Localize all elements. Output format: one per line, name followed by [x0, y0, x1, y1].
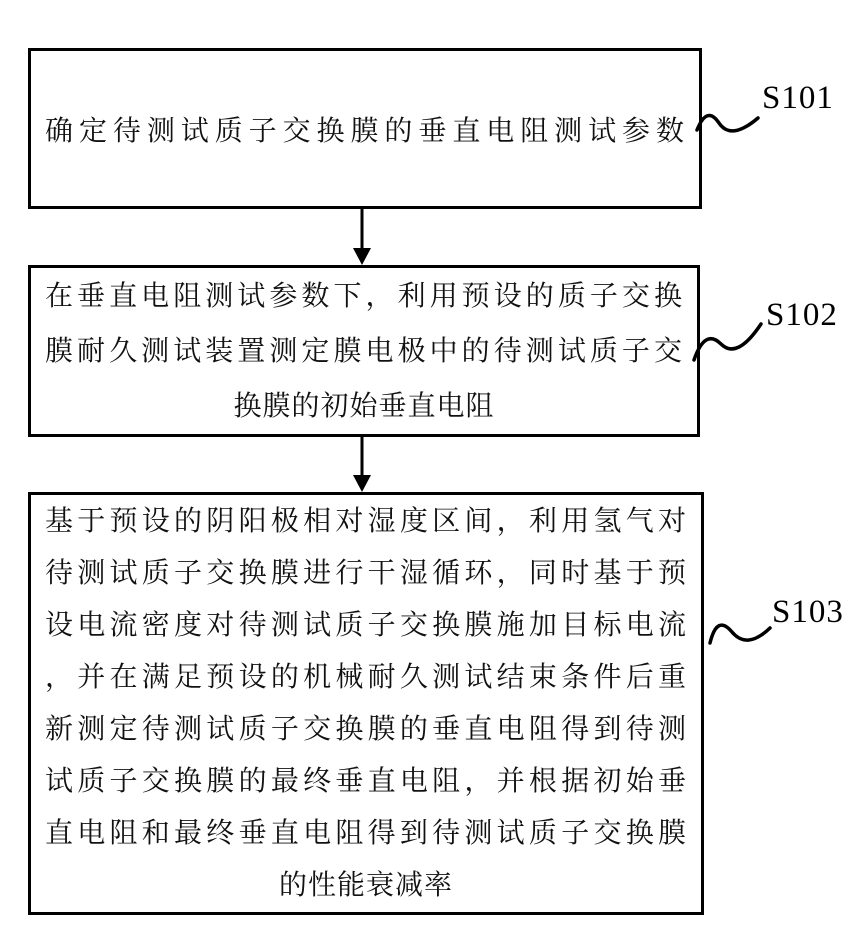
- step-s103-text-line: 待测试质子交换膜进行干湿循环，同时基于预: [45, 557, 687, 589]
- step-s103-text-line: 直电阻和最终垂直电阻得到待测试质子交换膜: [45, 817, 687, 849]
- step-s102-text-line: 在垂直电阻测试参数下，利用预设的质子交换: [45, 280, 683, 312]
- squiggle-connector-icon: [694, 103, 762, 149]
- step-s103-text-line: 新测定待测试质子交换膜的垂直电阻得到待测: [45, 713, 687, 745]
- squiggle-connector-icon: [702, 606, 774, 656]
- step-s103-text-line: ，并在满足预设的机械耐久测试结束条件后重: [45, 661, 687, 693]
- step-label-s103: S103: [772, 594, 844, 630]
- arrow-down-icon: [349, 436, 375, 493]
- step-label-s101: S101: [762, 80, 834, 116]
- step-s103-text-line: 的性能衰减率: [278, 869, 453, 901]
- flow-step-box-s102: [28, 265, 700, 437]
- step-s102-text-line: 换膜的初始垂直电阻: [233, 390, 495, 422]
- squiggle-connector-icon: [691, 318, 765, 368]
- flow-step-box-s103: [28, 492, 704, 915]
- step-label-s102: S102: [766, 297, 838, 333]
- step-s101-text-line: 确定待测试质子交换膜的垂直电阻测试参数: [45, 115, 685, 147]
- flow-step-box-s101: [28, 48, 702, 209]
- step-s103-text-line: 基于预设的阴阳极相对湿度区间，利用氢气对: [45, 505, 687, 537]
- step-s103-text-line: 设电流密度对待测试质子交换膜施加目标电流: [45, 609, 687, 641]
- step-s102-text-line: 膜耐久测试装置测定膜电极中的待测试质子交: [45, 335, 683, 367]
- arrow-down-icon: [349, 208, 375, 266]
- step-s103-text-line: 试质子交换膜的最终垂直电阻，并根据初始垂: [45, 765, 687, 797]
